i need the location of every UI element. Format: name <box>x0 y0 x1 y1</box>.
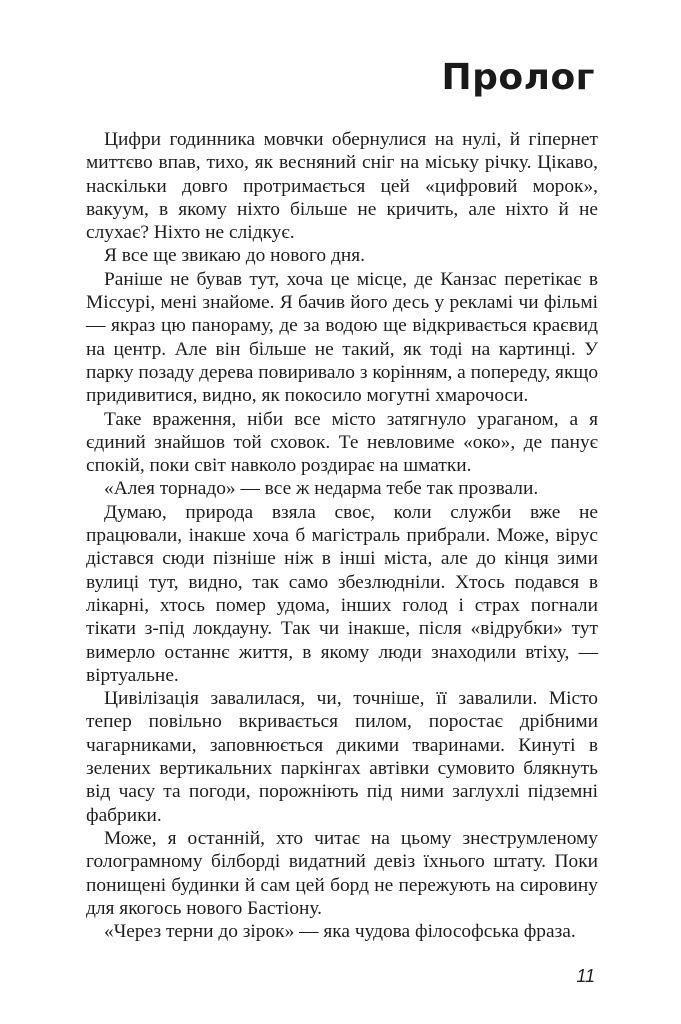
paragraph: «Алея торнадо» — все ж недарма тебе так прозвали. <box>104 478 539 500</box>
paragraph: Таке враження, ніби все місто затягнуло ураганом, а я єдиний знайшов той сховок. Те невловиме «око», де панує спокій, поки світ навколо роздирає на шматки. <box>86 408 598 477</box>
paragraph: Може, я останній, хто читає на цьому знеструмленому голограмному білборді видатний девіз їхнього штату. Поки понищені будинки й сам цей борд не пережують на сировину для якогось нового Бастіону. <box>86 827 598 919</box>
paragraph: «Через терни до зірок» — яка чудова філософська фраза. <box>104 921 576 943</box>
page-number: 11 <box>576 966 595 986</box>
chapter-body <box>86 128 598 943</box>
paragraph: Раніше не бував тут, хоча це місце, де Канзас перетікає в Міссурі, мені знайоме. Я бачив його десь у рекламі чи фільмі — якраз цю панораму, де за водою ще відкривається краєвид на центр. Але він більше не такий, як тоді на картинці. У парку позаду дерева повиривало з корінням, а попереду, якщо придивитися, видно, як покосило могутні хмарочоси. <box>86 268 599 407</box>
chapter-title: Пролог <box>441 57 595 98</box>
paragraph: Цивілізація завалилася, чи, точніше, її завалили. Місто тепер повільно вкривається пилом, поростає дрібними чагарниками, заповнюється дикими тваринами. Кинуті в зелених вертикальних паркінгах автівки сумовито блякнуть від часу та погоди, порожніють під ними заглухлі підземні фабрики. <box>86 688 598 826</box>
paragraph: Я все ще звикаю до нового дня. <box>104 245 365 267</box>
paragraph: Цифри годинника мовчки обернулися на нулі, й гіпернет миттєво впав, тихо, як весняний сніг на міську річку. Цікаво, наскільки довго протримається цей «цифровий морок», вакуум, в якому ніхто більше не кричить, але ніхто й не слухає? Ніхто не слідкує. <box>86 129 598 244</box>
paragraph: Думаю, природа взяла своє, коли служби вже не працювали, інакше хоча б магістраль прибрали. Може, вірус дістався сюди пізніше ніж в інші міста, але до кінця зими вулиці тут, видно, так само збезлюдніли. Хтось подався в лікарні, хтось помер удома, інших голод і страх погнали тікати з-під локдауну. Так чи інакше, після «відрубки» тут вимерло останнє життя, в якому люди знаходили втіху, — віртуальне. <box>86 501 598 686</box>
